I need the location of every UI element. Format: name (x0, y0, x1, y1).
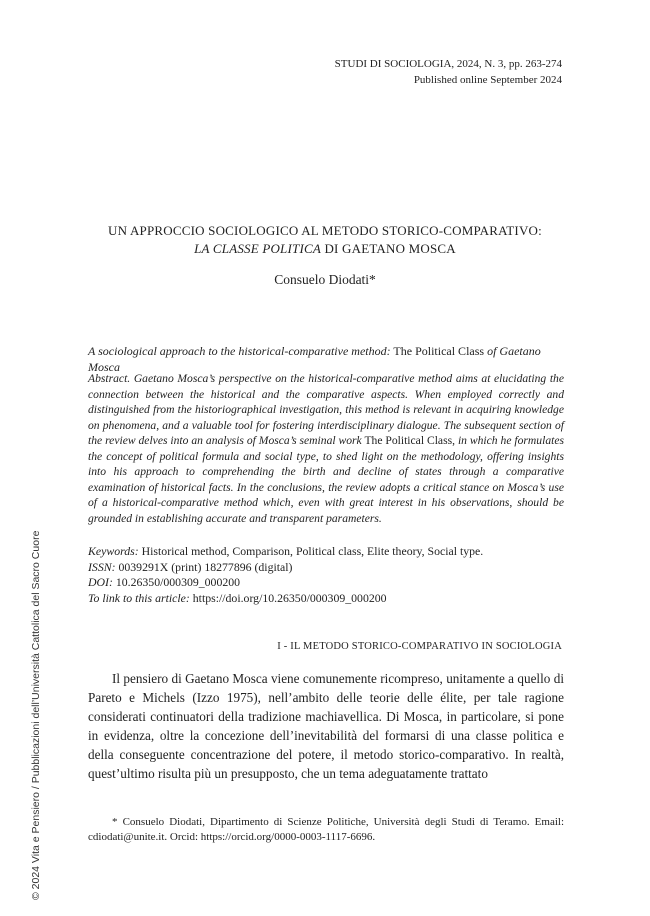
body-paragraph: Il pensiero di Gaetano Mosca viene comunemente ricompreso, unitamente a quello di Pareto e Michels (Izzo 1975), nell’ambito delle teorie delle élite, per tale ragione considerati continuatori della tradizione machiavellica. Di Mosca, in particolare, si pone in evidenza, oltre la concezione dell’inevitabilità del formarsi di una classe politica e della conseguente concentrazione del potere, il metodo storico-comparativo. In realtà, quest’ultimo risulta più un presupposto, che un tema adeguatamente trattato (88, 671, 564, 781)
doi-label: DOI: (88, 575, 113, 589)
english-title-part3: of Gaetano Mosca (88, 344, 541, 374)
abstract (88, 371, 564, 526)
issn-label: ISSN: (88, 559, 116, 574)
section-heading: I - IL METODO STORICO-COMPARATIVO IN SOCIOLOGIA (277, 641, 562, 652)
issn-value: 0039291X (print) 18277896 (digital) (115, 559, 293, 574)
doi-line (88, 575, 564, 591)
keywords-value: Historical method, Comparison, Political class, Elite theory, Social type. (138, 544, 484, 558)
link-line (88, 591, 564, 607)
journal-header (335, 56, 562, 88)
link-label: To link to this article: (88, 590, 190, 605)
title-line-1: UN APPROCCIO SOCIOLOGICO AL METODO STORICO-COMPARATIVO: (108, 223, 542, 238)
keywords-label: Keywords: (88, 544, 139, 558)
author-name: Consuelo Diodati* (274, 272, 376, 287)
title-italic-part: LA CLASSE POLITICA (194, 241, 321, 256)
abstract-part2: The Political Class, (361, 434, 458, 447)
abstract-part3: in which he formulates the concept of political formula and social type, to shed light on the methodology, offering insights into his approach to comprehending the birth and decline of states through a comparative examination of historical facts. In the conclusions, the review adopts a critical stance on Mosca’s use of a historical-comparative method which, even with great interest in his observations, should be grounded in establishing accurate and transparent parameters. (88, 434, 564, 525)
article-title (88, 222, 562, 258)
article-metadata (88, 544, 564, 606)
english-title-part2: The Political Class (390, 344, 488, 358)
abstract-part1: Abstract. Gaetano Mosca’s perspective on the historical-comparative method aims at elucidating the connection between the historical and the comparative aspects. When employed correctly and distinguished from the historiographical investigation, this method is relevant in acquiring knowledge on phenomena, and a valuable tool for fostering interdisciplinary dialogue. The subsequent section of the review delves into an analysis of Mosca’s seminal work (88, 372, 564, 447)
footnote: * Consuelo Diodati, Dipartimento di Scienze Politiche, Università degli Studi di Teramo. Email: cdiodati@unite.it. Orcid: https://orcid.org/0000-0003-1117-6696. (88, 816, 564, 843)
article-link[interactable]: https://doi.org/10.26350/000309_000200 (189, 590, 387, 605)
side-copyright: © 2024 Vita e Pensiero / Pubblicazioni dell’Università Cattolica del Sacro Cuore (30, 530, 42, 900)
issn-line (88, 560, 564, 576)
keywords-line (88, 544, 564, 560)
publication-date: Published online September 2024 (413, 74, 562, 86)
journal-citation: STUDI DI SOCIOLOGIA, 2024, N. 3, pp. 263-274 (334, 58, 562, 70)
title-line-2 (88, 240, 562, 258)
doi-value: 10.26350/000309_000200 (112, 575, 241, 589)
english-title-part1: A sociological approach to the historical-comparative method: (88, 344, 391, 358)
title-rest: DI GAETANO MOSCA (321, 241, 456, 256)
